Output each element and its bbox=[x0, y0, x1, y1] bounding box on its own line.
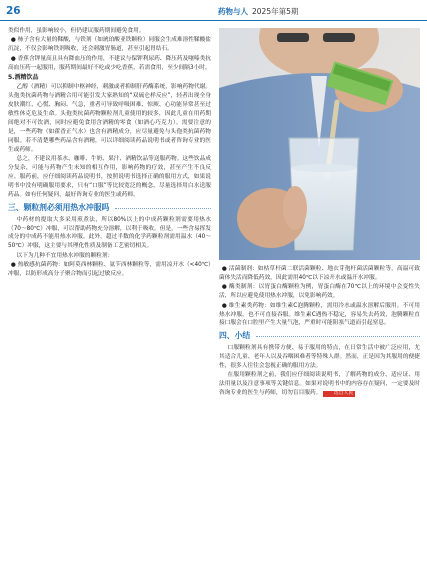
bullet-paragraph: ● 酶类制剂：以胃蛋白酶颗粒为例，胃蛋白酶在70℃以上的环境中会变性失活，所以应避免使用热水冲服，以免影响药效。 bbox=[219, 284, 420, 300]
section-heading-4 bbox=[219, 332, 420, 341]
paragraph: 以下为几种不宜用热水冲服的颗粒剂： bbox=[16, 252, 114, 259]
section-title: 四、小结 bbox=[219, 331, 251, 341]
paragraph: 口服颗粒剂具有携带方便、易于服用的特点，在日常生活中被广泛应用，尤其适合儿童、老年人以及吞咽困难者等特殊人群。然而，正是因为其服用的便捷性，很多人往往会忽视正确的服用方法。 bbox=[219, 345, 420, 370]
section-title: 三、颗粒剂必须用热水冲服吗 bbox=[8, 202, 110, 212]
paragraph: 乙醇（酒精）可以抑制中枢神经，刺激或者抑制肝药酶系统，影响药物代谢。头孢类抗菌药物与酒精合用可能引发大家熟知的“双硫仑样反应”，轻者出现全身皮肤潮红、心慌、胸闷、气急，重者可导致呼吸困难、惊厥、心功能异常甚至过敏性休克危及生命。头孢类抗菌药物颗粒剂儿童使用的较多，因此儿童在用药期间绝对不可饮酒，同时应避免食用含酒精的零食（如酒心巧克力）。需要注意的是，一些药物（如藿香正气水）也含有酒精成分，应尽量避免与头孢类抗菌药物同服。若不清楚哪些药品含有酒精，可以详细阅读药品说明书或者咨询专业的医生或药师。 bbox=[8, 84, 211, 153]
bullet-paragraph: ● 柿子含有大量的鞣酸，与铁剂（如琥珀酸亚铁颗粒）同服会生成难溶性鞣酸盐沉淀，不仅会影响铁剂吸收，还会刺激胃肠道，甚至引起胃结石。 bbox=[8, 37, 211, 53]
photo-illustration bbox=[219, 28, 420, 260]
section-rule bbox=[256, 336, 420, 337]
paragraph: 中药材的提取大多采用煎煮法，所以80%以上的中成药颗粒剂需要用热水（70～80℃）冲服，可以帮助药物充分溶解，以利于吸收。但是，一些含易挥发成分的中成药不能用热水冲服。此外，超过半数的化学药颗粒剂需用温水（40～50℃）冲服，这主要与其理化性质及制备工艺密切相关。 bbox=[8, 216, 211, 250]
bullet-paragraph: ● 活菌制剂：如枯草杆菌二联活菌颗粒、地衣芽孢杆菌活菌颗粒等，高温可致菌体失活而降低药效，因此需用40℃以下凉开水或温开水冲服。 bbox=[219, 266, 420, 281]
bullet-paragraph: ● 热敏感抗菌药物：如阿莫西林颗粒、氨苄西林颗粒等，需用凉开水（<40℃）冲服，以防形成高分子聚合物而引起过敏反应。 bbox=[8, 262, 211, 278]
bullet-paragraph: ● 香蕉含钾量高且具有降血压的作用，不建议与保钾利尿药、降压药及噻嗪类抗高血压药一起服用，服药期间最好不吃或少吃香蕉，若需食用，至少间隔3小时。 bbox=[8, 55, 211, 71]
magazine-name: 药物与人 bbox=[218, 7, 248, 16]
section-heading-3 bbox=[8, 204, 211, 213]
paragraph bbox=[219, 371, 420, 398]
magazine-title bbox=[218, 6, 298, 17]
paragraph: 总之，不建议用茶水、咖啡、牛奶、果汁、酒精饮品等送服药物。这些饮品成分复杂，可能与药物产生未知的相互作用，影响药物的疗效，甚至产生不良反应。服药前，应仔细阅读药品说明书，按照说明书选择正确的服用方式，如果说明书中没有明确服用要求，只有“口服”等比较宽泛的概念，尽量选择用白水送服药品。如有任何疑问，最好咨询专业的医生或药师。 bbox=[8, 156, 211, 198]
section-rule bbox=[115, 208, 211, 209]
source-badge: 选自人民 bbox=[323, 391, 355, 397]
paragraph-text: 在服用颗粒剂之前，我们应仔细阅读说明书，了解药物的成分、适应证、用法用量以及注意事项等关键信息。如果对说明书中的内容存在疑问，一定要及时咨询专业的医生与药师，切勿盲目服药。 bbox=[219, 372, 420, 397]
header-rule bbox=[0, 20, 427, 21]
issue-label: 2025年第5期 bbox=[252, 7, 299, 16]
left-column bbox=[8, 27, 211, 279]
bullet-paragraph: ● 维生素类药物：如维生素C泡腾颗粒，需用冷水或温水溶解后服用。不可用热水冲服，也不可直接吞服。维生素C遇热不稳定，容易失去药效，泡腾颗粒直接口服会在口腔里产生大量气泡，严重时可能阻塞气道而引起窒息。 bbox=[219, 302, 420, 327]
page-header bbox=[0, 0, 427, 22]
photo-pouring-granules bbox=[219, 28, 420, 260]
right-column bbox=[219, 265, 420, 399]
paragraph: 类似作用，虽影响较小，但仍建议服药期间避免食用。 bbox=[8, 28, 145, 34]
subheading-alcohol: 5.酒精饮品 bbox=[8, 73, 39, 81]
page-number: 26 bbox=[6, 5, 21, 17]
